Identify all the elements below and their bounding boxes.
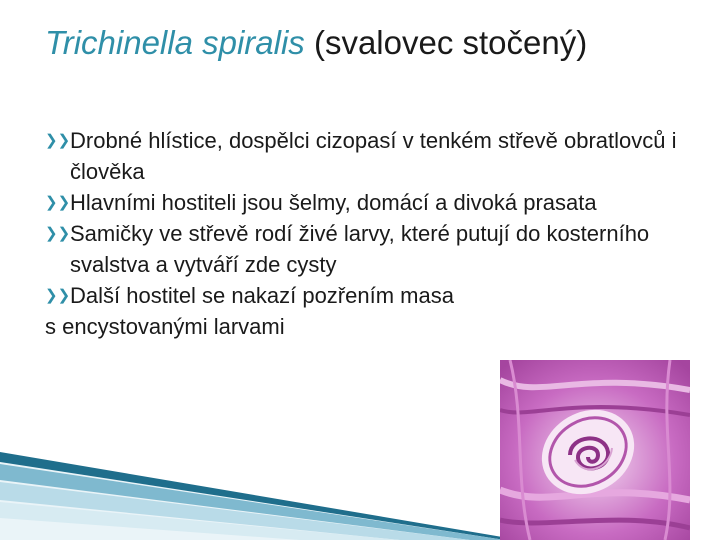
bullet-text-1: Drobné hlístice, dospělci cizopasí v tenkém střevě obratlovců i člověka [70, 128, 677, 184]
bullet-text-3: Samičky ve střevě rodí živé larvy, které putují do kosterního svalstva a vytváří zde cysty [70, 221, 650, 277]
slide-title [45, 22, 605, 64]
bullet-item-4 [45, 280, 685, 311]
species-name: Trichinella spiralis [45, 24, 305, 61]
bullet-item-2 [45, 187, 685, 218]
bullet-item-3 [45, 218, 685, 280]
micrograph-image [500, 360, 690, 540]
double-chevron-right-icon: ❯❯ [45, 225, 71, 242]
bullet-continuation: s encystovanými larvami [45, 314, 285, 339]
double-chevron-right-icon: ❯❯ [45, 132, 71, 149]
double-chevron-right-icon: ❯❯ [45, 194, 71, 211]
bullet-text-4: Další hostitel se nakazí pozřením masa [70, 283, 454, 308]
common-name: (svalovec stočený) [304, 24, 588, 61]
decorative-stripe [0, 400, 520, 540]
bullet-text-2: Hlavními hostiteli jsou šelmy, domácí a divoká prasata [70, 190, 597, 215]
bullet-list [45, 125, 685, 342]
bullet-item-1 [45, 125, 685, 187]
double-chevron-right-icon: ❯❯ [45, 287, 71, 304]
